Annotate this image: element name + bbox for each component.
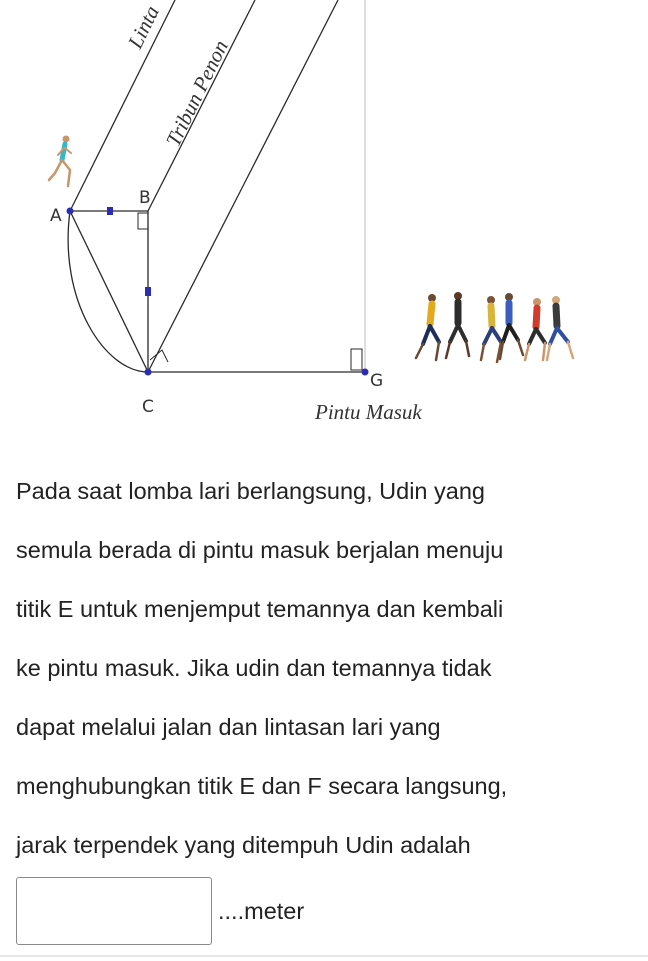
runners-group-image (416, 292, 573, 362)
question-line: ke pintu masuk. Jika udin dan temannya tidak (16, 655, 492, 681)
label-c: C (142, 397, 154, 417)
question-text (16, 462, 626, 875)
answer-input-box[interactable] (16, 877, 212, 945)
label-b: B (139, 188, 151, 208)
label-g: G (370, 371, 384, 391)
question-line: Pada saat lomba lari berlangsung, Udin yang (16, 478, 485, 504)
label-lintasan: Linta (122, 1, 164, 53)
answer-unit-label: ....meter (218, 898, 305, 924)
question-line: titik E untuk menjemput temannya dan kembali (16, 596, 504, 622)
track-line-outer (70, 0, 175, 211)
point-a (67, 208, 74, 215)
label-pintu-masuk: Pintu Masuk (315, 400, 422, 424)
label-a: A (50, 206, 62, 226)
point-g (362, 369, 369, 376)
point-c (145, 369, 152, 376)
question-line: dapat melalui jalan dan lintasan lari yang (16, 714, 441, 740)
question-line: semula berada di pintu masuk berjalan menuju (16, 537, 504, 563)
bottom-divider (0, 955, 648, 957)
road-diagonal (148, 0, 338, 372)
geometry-figure (0, 0, 648, 440)
tick-mark-ab (107, 207, 113, 215)
tick-mark-bc (145, 287, 151, 296)
right-angle-marker-g (351, 349, 362, 370)
question-line: jarak terpendek yang ditempuh Udin adalah (16, 832, 471, 858)
runner-icon (49, 136, 71, 187)
label-tribun-penonton: Tribun Penon (160, 36, 233, 151)
right-angle-marker-b (138, 213, 148, 229)
segment-ac (70, 211, 148, 372)
question-line: menghubungkan titik E dan F secara langsung, (16, 773, 508, 799)
